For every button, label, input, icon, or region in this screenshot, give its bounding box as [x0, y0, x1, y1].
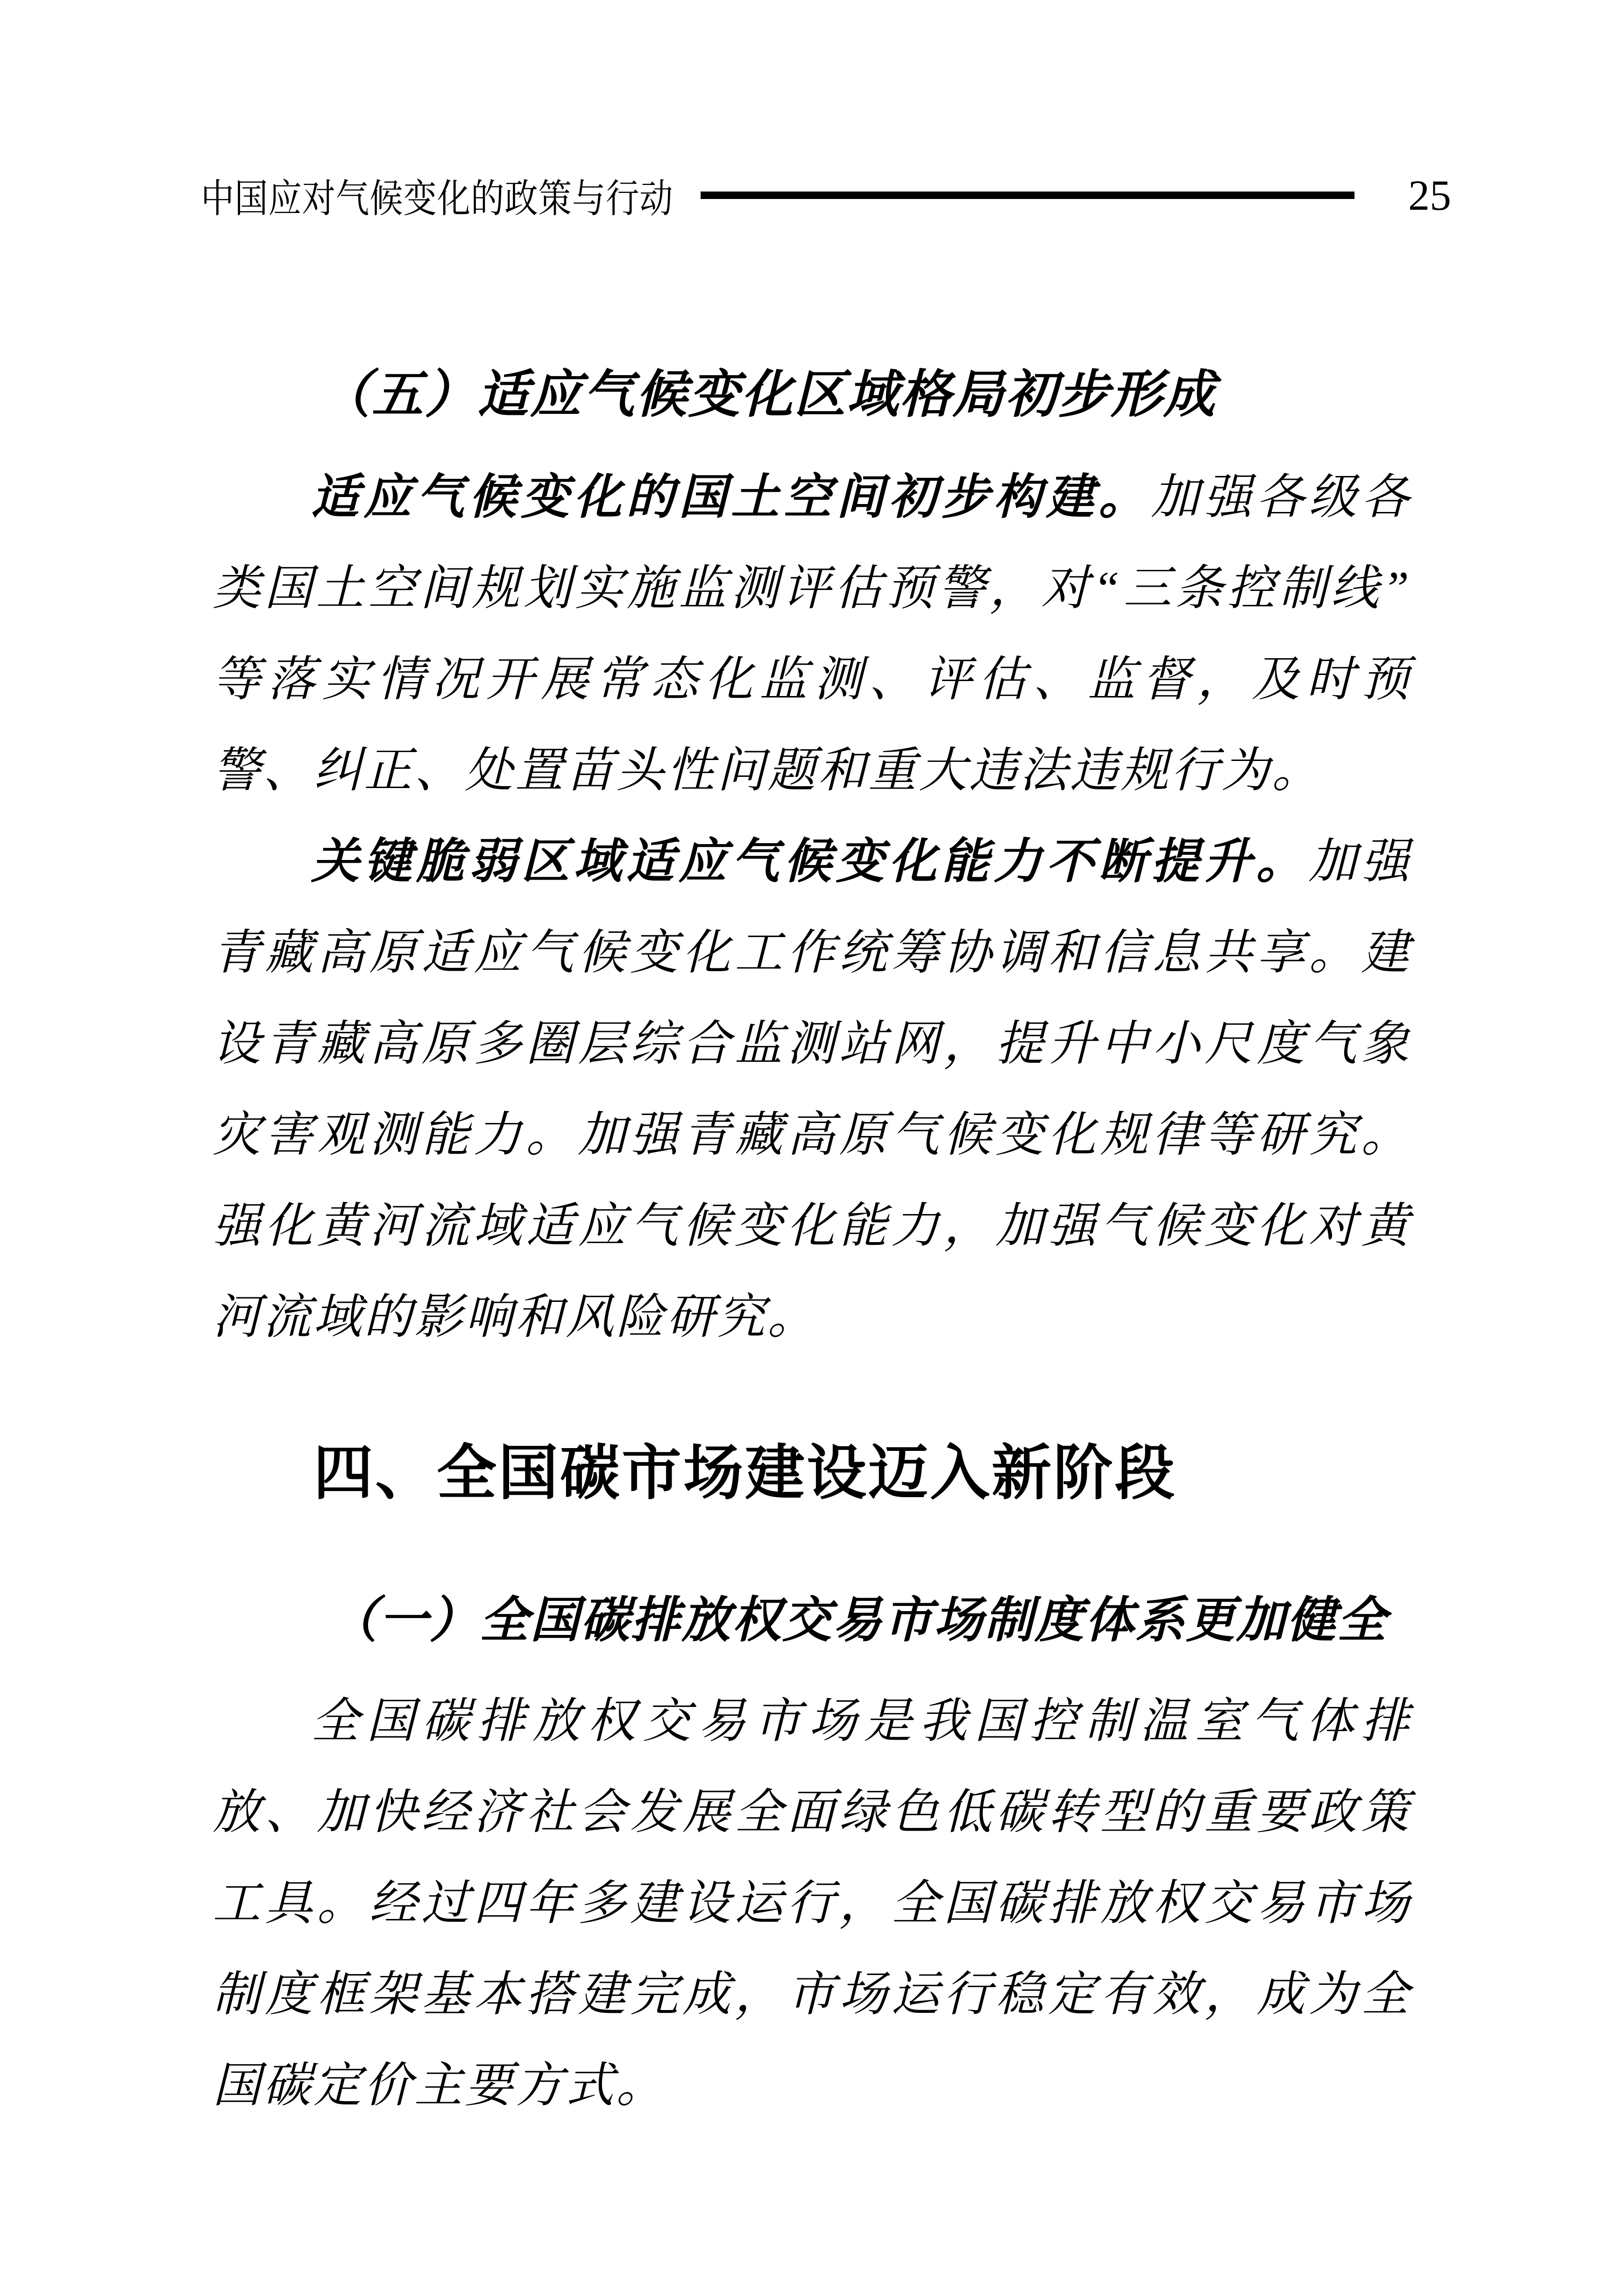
page-number: 25	[1408, 171, 1451, 219]
content-column	[213, 219, 1411, 2132]
section-heading-5: （五）适应气候变化区域格局初步形成	[319, 366, 1216, 423]
running-title: 中国应对气候变化的政策与行动	[201, 176, 674, 220]
paragraph-vulnerable-regions	[213, 817, 1411, 1363]
paragraph-lead: 适应气候变化的国土空间初步构建。	[311, 471, 1151, 524]
paragraph-carbon-market	[213, 1676, 1411, 2132]
paragraph-adaptation-space	[213, 452, 1411, 817]
paragraph-lead: 关键脆弱区域适应气候变化能力不断提升。	[311, 835, 1309, 888]
paragraph-text: 加强青藏高原适应气候变化工作统筹协调和信息共享。建设青藏高原多圈层综合监测站网，提升中小尺度气象灾害观测能力。加强青藏高原气候变化规律等研究。强化黄河流域适应气候变化能力，加强气候变化对黄河流域的影响和风险研究。	[213, 835, 1412, 1344]
chapter-heading-4: 四、全国碳市场建设迈入新阶段	[313, 1440, 1177, 1506]
paragraph-text: 加强各级各类国土空间规划实施监测评估预警，对“三条控制线”等落实情况开展常态化监测、评估、监督，及时预警、纠正、处置苗头性问题和重大违法违规行为。	[213, 471, 1412, 797]
header-rule	[701, 192, 1355, 199]
page-header	[201, 172, 1451, 219]
section-heading-1: （一）全国碳排放权交易市场制度体系更加健全	[328, 1593, 1388, 1648]
paragraph-text: 全国碳排放权交易市场是我国控制温室气体排放、加快经济社会发展全面绿色低碳转型的重要政策工具。经过四年多建设运行，全国碳排放权交易市场制度框架基本搭建完成，市场运行稳定有效，成为全国碳定价主要方式。	[213, 1695, 1411, 2113]
